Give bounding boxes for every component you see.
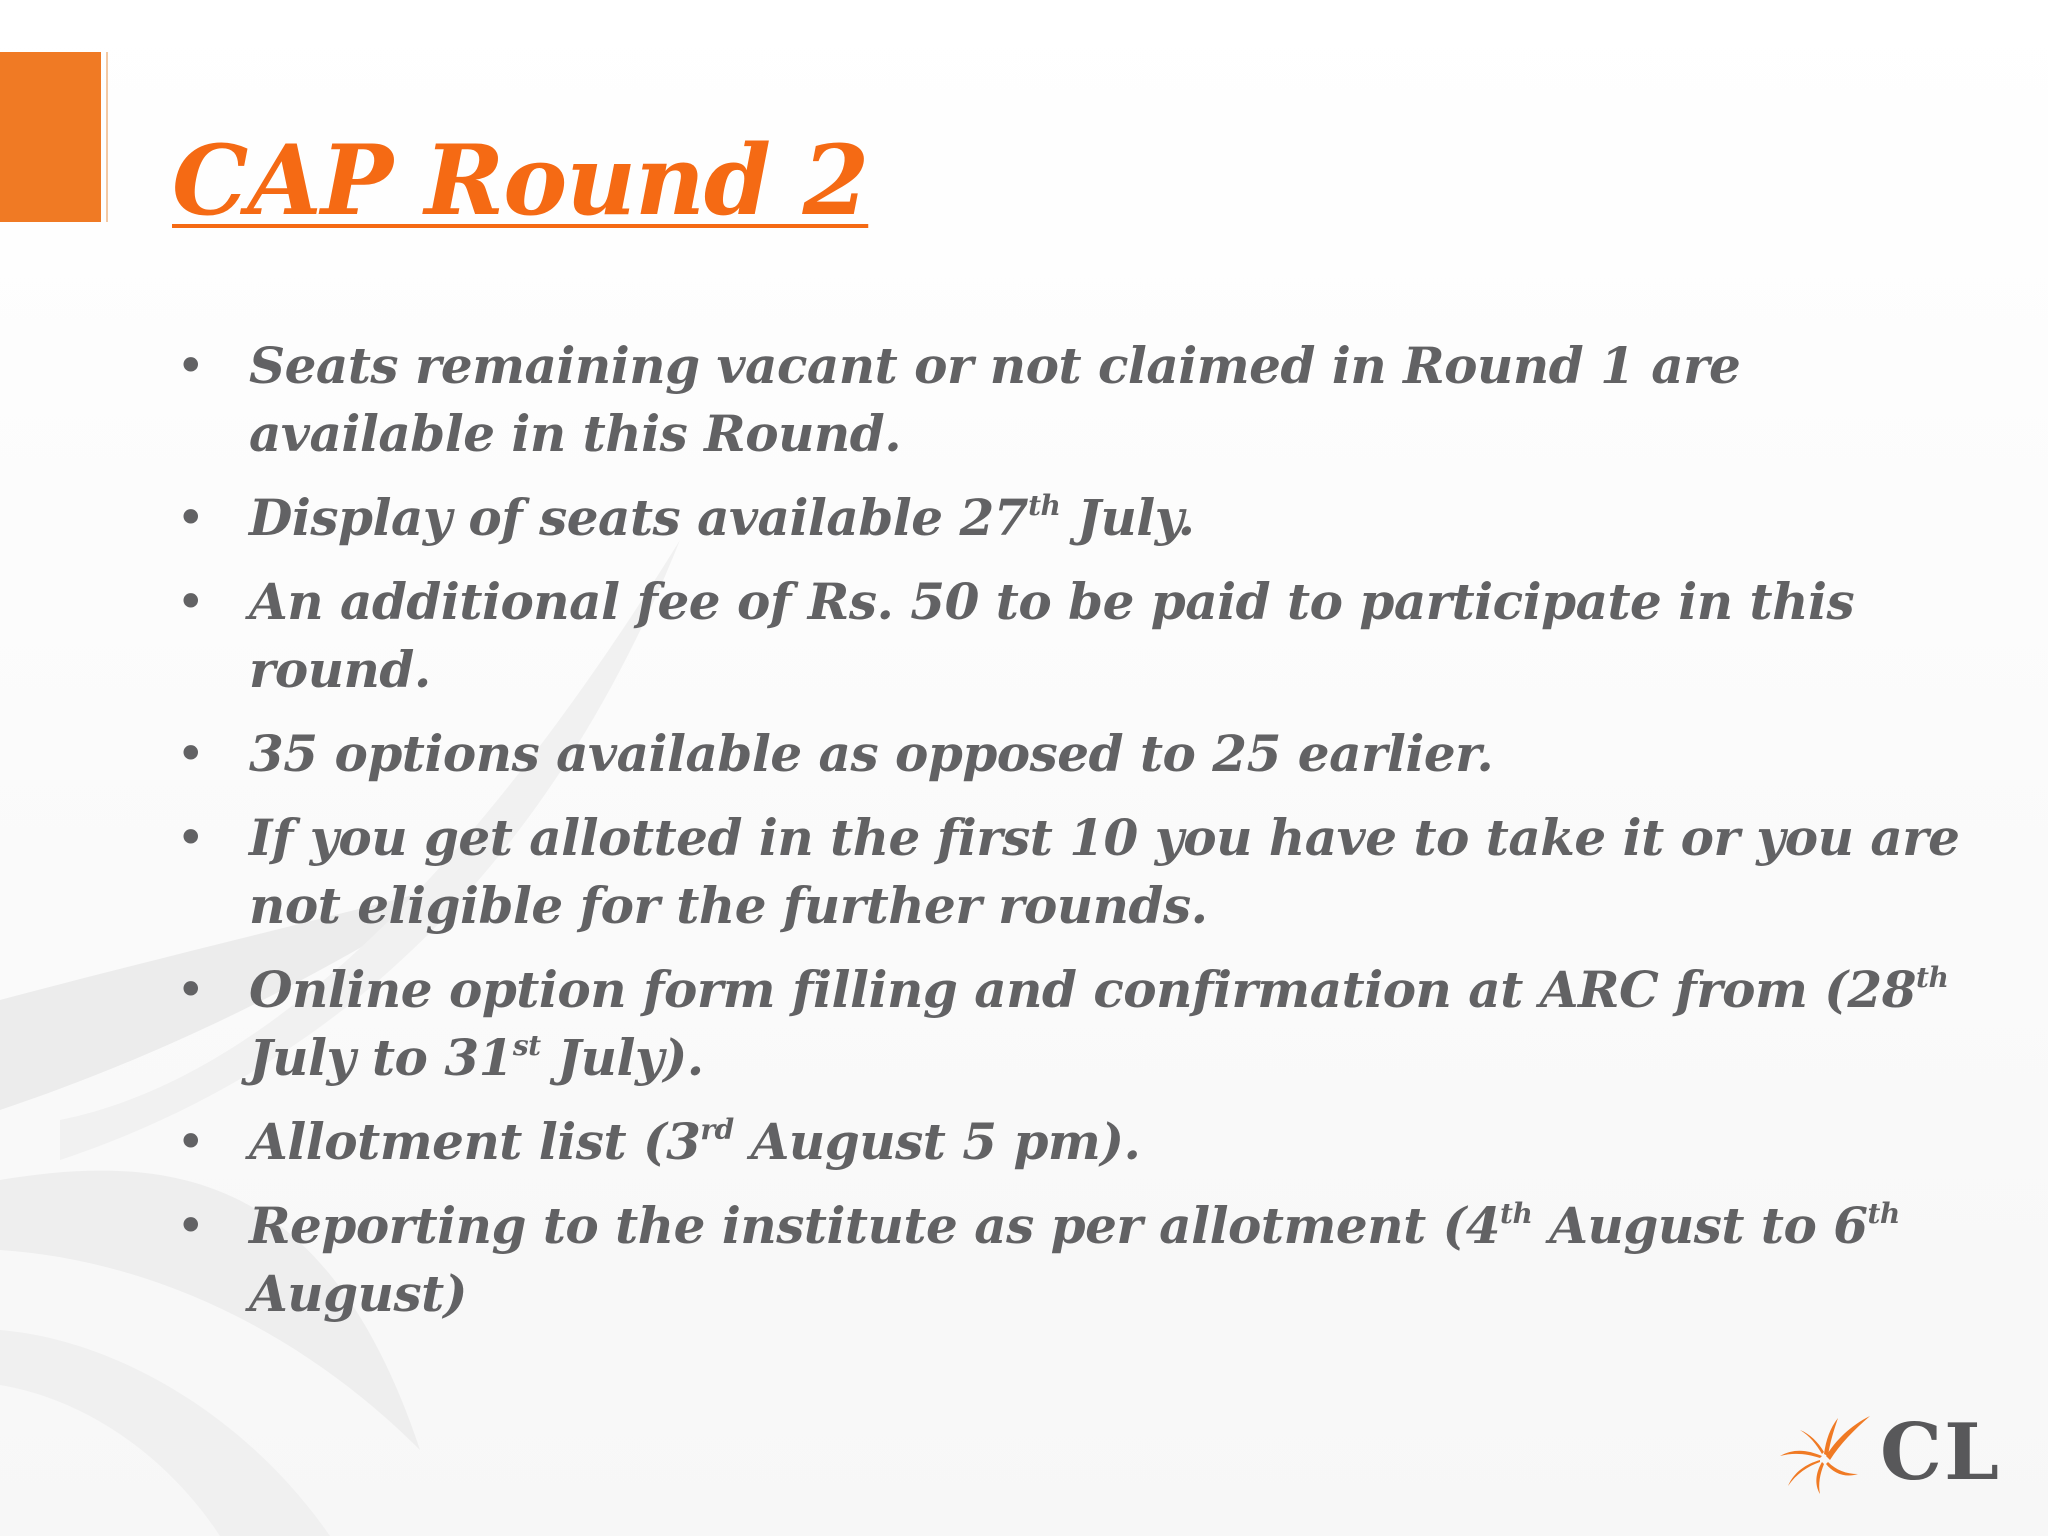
bullet-text: 35 options available as opposed to 25 earlier. [249,724,1494,783]
logo [1774,1407,2004,1498]
bullet-text: July). [540,1028,704,1087]
bullet-text: Allotment list (3 [249,1112,701,1171]
ordinal-suffix: th [1028,489,1061,522]
sunburst-logo-icon [1774,1412,1874,1496]
bullet-text: If you get allotted in the first 10 you have to take it or you are not eligible for the further rounds. [249,808,1960,935]
bullet-text: July to 31 [249,1028,513,1087]
ordinal-suffix: rd [700,1113,734,1146]
bullet-item [172,568,1972,704]
bullet-item [172,484,1972,552]
bullet-text: August to 6 [1532,1196,1868,1255]
bullet-text: August) [249,1264,467,1323]
accent-divider [106,52,108,222]
ordinal-suffix: th [1916,961,1949,994]
bullet-text: An additional fee of Rs. 50 to be paid to participate in this round. [249,572,1855,699]
bullet-text: Display of seats available 27 [249,488,1029,547]
bullet-text: Reporting to the institute as per allotment (4 [249,1196,1501,1255]
bullet-item [172,332,1972,468]
bullet-text: Online option form filling and confirmation at ARC from (28 [249,960,1917,1019]
bullet-item [172,1192,1972,1328]
accent-bar [0,52,101,222]
ordinal-suffix: st [512,1029,541,1062]
logo-text: CL [1880,1407,2001,1498]
bullet-list [172,332,1972,1344]
bullet-item [172,956,1972,1092]
ordinal-suffix: th [1500,1197,1533,1230]
slide-title: CAP Round 2 [172,124,869,237]
bullet-item [172,720,1972,788]
bullet-text: August 5 pm). [733,1112,1141,1171]
bullet-text: July. [1060,488,1195,547]
bullet-text: Seats remaining vacant or not claimed in Round 1 are available in this Round. [249,336,1741,463]
bullet-item [172,1108,1972,1176]
ordinal-suffix: th [1867,1197,1900,1230]
bullet-item [172,804,1972,940]
